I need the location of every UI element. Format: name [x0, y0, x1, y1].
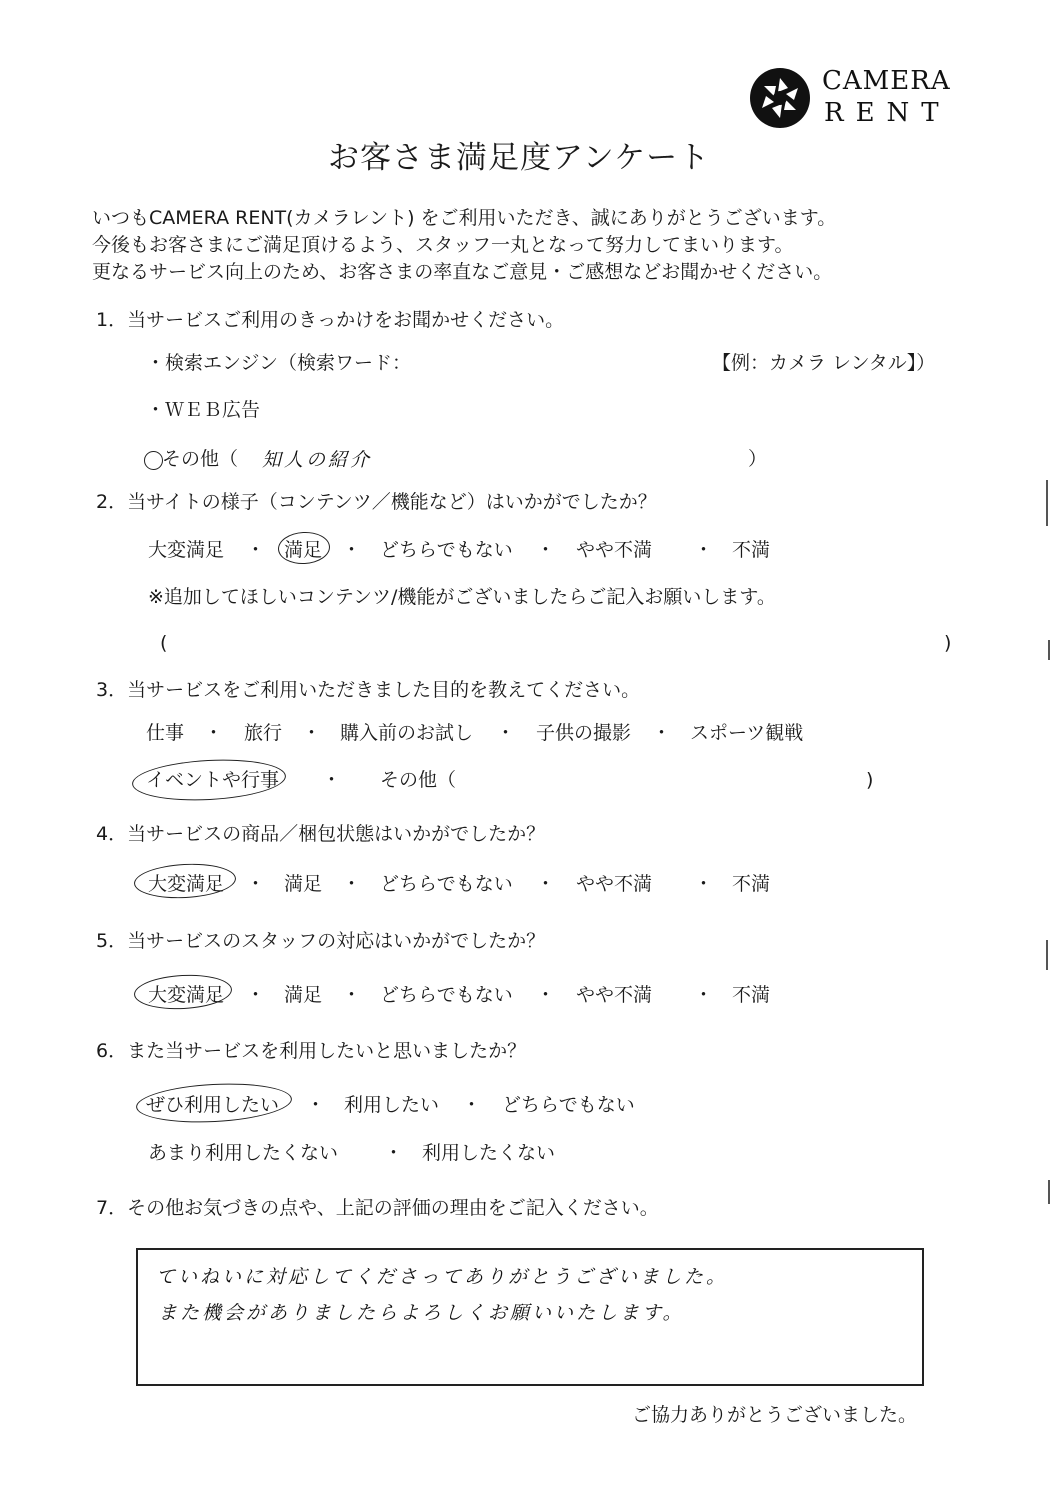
- q5-option-neutral[interactable]: どちらでもない: [380, 984, 513, 1006]
- q1-option-other[interactable]: その他（: [162, 448, 239, 470]
- q2-sep-1: ・: [246, 539, 266, 561]
- q4-option-very-satisfied[interactable]: 大変満足: [148, 873, 225, 895]
- q4-sep-4: ・: [694, 873, 714, 895]
- q5-option-somewhat-dissatisfied[interactable]: やや不満: [576, 984, 653, 1006]
- q2-paren-open: (: [160, 632, 168, 654]
- q3-sep-2: ・: [302, 722, 322, 744]
- q5-sep-1: ・: [246, 984, 266, 1006]
- q3-sep-4: ・: [652, 722, 672, 744]
- q6-sep-1: ・: [306, 1094, 326, 1116]
- q6-option-definitely[interactable]: ぜひ利用したい: [146, 1094, 280, 1116]
- q4-option-neutral[interactable]: どちらでもない: [380, 873, 513, 895]
- q3-sep-1: ・: [204, 722, 224, 744]
- scan-speck: [1048, 1180, 1050, 1204]
- camera-aperture-icon: [748, 66, 812, 130]
- q6-sep-3: ・: [384, 1142, 404, 1164]
- q2-option-very-satisfied[interactable]: 大変満足: [148, 539, 225, 561]
- q6-sep-2: ・: [462, 1094, 482, 1116]
- q2-option-dissatisfied[interactable]: 不満: [732, 539, 771, 561]
- question-1-label: 1．当サービスご利用のきっかけをお聞かせください。: [96, 309, 565, 331]
- question-7-label: 7．その他お気づきの点や、上記の評価の理由をご記入ください。: [96, 1197, 659, 1219]
- q6-option-not-much[interactable]: あまり利用したくない: [148, 1142, 339, 1164]
- scan-speck: [1048, 640, 1050, 660]
- q5-option-very-satisfied[interactable]: 大変満足: [148, 984, 225, 1006]
- q5-sep-4: ・: [694, 984, 714, 1006]
- q1-other-close: ）: [748, 448, 768, 470]
- q3-option-travel[interactable]: 旅行: [244, 722, 283, 744]
- q3-option-event[interactable]: イベントや行事: [146, 769, 280, 791]
- q3-sep-3: ・: [496, 722, 516, 744]
- q4-sep-2: ・: [342, 873, 362, 895]
- q5-sep-3: ・: [536, 984, 556, 1006]
- q2-option-somewhat-dissatisfied[interactable]: やや不満: [576, 539, 653, 561]
- q1-option-web[interactable]: ・ＷＥＢ広告: [146, 399, 261, 421]
- q2-option-neutral[interactable]: どちらでもない: [380, 539, 513, 561]
- question-5-label: 5．当サービスのスタッフの対応はいかがでしたか？: [96, 930, 546, 952]
- q5-option-satisfied[interactable]: 満足: [284, 984, 323, 1006]
- q4-option-satisfied[interactable]: 満足: [284, 873, 323, 895]
- q1-option-search[interactable]: ・検索エンジン（検索ワード：: [146, 352, 412, 374]
- q3-option-sports[interactable]: スポーツ観戦: [690, 722, 804, 744]
- q2-paren-close: ): [944, 632, 952, 654]
- scan-speck: [1046, 940, 1048, 970]
- q6-option-no[interactable]: 利用したくない: [422, 1142, 556, 1164]
- q4-sep-3: ・: [536, 873, 556, 895]
- logo: [748, 66, 951, 130]
- q3-option-trial[interactable]: 購入前のお試し: [340, 722, 474, 744]
- q3-option-work[interactable]: 仕事: [146, 722, 185, 744]
- logo-line1: CAMERA: [822, 66, 951, 96]
- question-4-label: 4．当サービスの商品／梱包状態はいかがでしたか？: [96, 823, 546, 845]
- q6-option-neutral[interactable]: どちらでもない: [502, 1094, 635, 1116]
- intro-line-3: 更なるサービス向上のため、お客さまの率直なご意見・ご感想などお聞かせください。: [92, 261, 833, 283]
- q2-note: ※追加してほしいコンテンツ/機能がございましたらご記入お願いします。: [148, 586, 776, 608]
- question-6-label: 6．また当サービスを利用したいと思いましたか？: [96, 1040, 527, 1062]
- q2-sep-2: ・: [342, 539, 362, 561]
- q1-option-search-example: 【例：カメラ レンタル】）: [712, 352, 936, 374]
- q2-sep-3: ・: [536, 539, 556, 561]
- q3-sep-5: ・: [322, 769, 342, 791]
- q4-option-dissatisfied[interactable]: 不満: [732, 873, 771, 895]
- logo-line2: RENT: [824, 98, 951, 128]
- intro-line-2: 今後もお客さまにご満足頂けるよう、スタッフ一丸となって努力してまいります。: [92, 234, 794, 256]
- page-title: お客さま満足度アンケート: [328, 140, 711, 176]
- q5-option-dissatisfied[interactable]: 不満: [732, 984, 771, 1006]
- scan-speck: [1046, 480, 1048, 526]
- q3-option-children[interactable]: 子供の撮影: [536, 722, 632, 744]
- intro-line-1: いつもCAMERA RENT(カメラレント) をご利用いただき、誠にありがとうございます。: [92, 207, 837, 229]
- question-2-label: 2．当サイトの様子（コンテンツ／機能など）はいかがでしたか？: [96, 491, 657, 513]
- q5-sep-2: ・: [342, 984, 362, 1006]
- footer-thanks: ご協力ありがとうございました。: [632, 1404, 918, 1426]
- q2-option-satisfied[interactable]: 満足: [284, 539, 323, 561]
- q2-sep-4: ・: [694, 539, 714, 561]
- question-3-label: 3．当サービスをご利用いただきました目的を教えてください。: [96, 679, 641, 701]
- comment-line-2: また機会がありましたらよろしくお願いいたします。: [158, 1302, 685, 1324]
- q3-paren-close: ): [866, 769, 874, 791]
- q3-option-other[interactable]: その他（: [380, 769, 457, 791]
- q6-option-want[interactable]: 利用したい: [344, 1094, 440, 1116]
- q1-other-mark: [144, 451, 164, 471]
- q1-other-answer: 知人の紹介: [262, 449, 373, 471]
- q4-option-somewhat-dissatisfied[interactable]: やや不満: [576, 873, 653, 895]
- comment-line-1: ていねいに対応してくださってありがとうございました。: [156, 1266, 729, 1288]
- q4-sep-1: ・: [246, 873, 266, 895]
